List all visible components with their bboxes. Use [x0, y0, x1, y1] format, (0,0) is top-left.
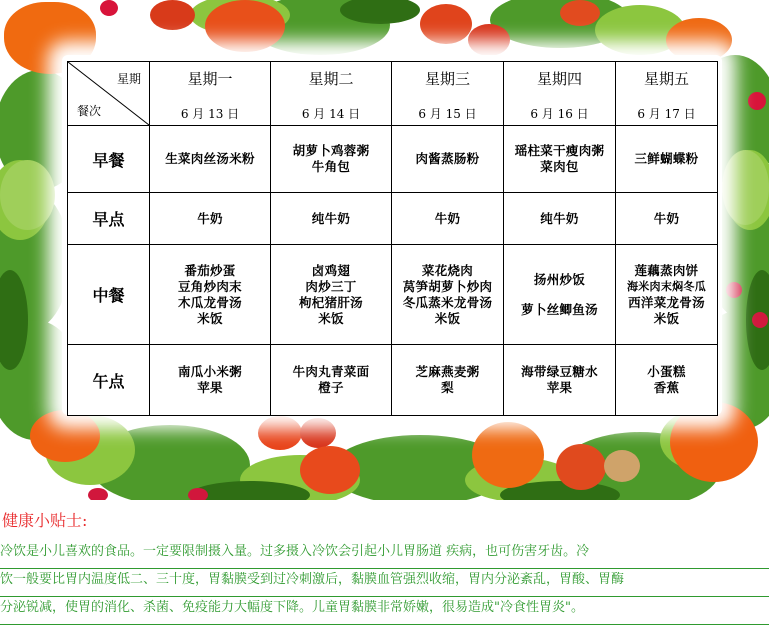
- day-name: 星期四: [536, 69, 582, 88]
- dish-name: 米饭: [653, 310, 680, 326]
- dish-name: 苹果: [546, 380, 573, 395]
- dish-name: 胡萝卜鸡蓉粥: [292, 143, 370, 158]
- meal-row-breakfast: [68, 126, 718, 193]
- menu-header-row: [68, 62, 718, 126]
- dish-name: 冬瓜蒸米龙骨汤: [402, 294, 493, 310]
- meal-row-lunch: [68, 245, 718, 345]
- menu-cell: [150, 126, 271, 193]
- dish-name: 南瓜小米粥: [177, 364, 242, 379]
- day-date: 6 月 14 日: [301, 106, 361, 121]
- menu-cell: [504, 245, 616, 345]
- dish-name: 萝卜丝鲫鱼汤: [521, 301, 598, 317]
- pepper-icon: [472, 422, 544, 488]
- day-name: 星期一: [187, 69, 233, 88]
- menu-cell: [150, 193, 271, 245]
- tomato-icon: [258, 416, 302, 450]
- dish-name: 肉酱蒸肠粉: [415, 151, 480, 166]
- menu-cell: [271, 193, 392, 245]
- onion-icon: [604, 450, 640, 482]
- dish-name: 橙子: [318, 380, 344, 395]
- day-date: 6 月 15 日: [418, 106, 477, 121]
- meal-label: 早点: [68, 193, 150, 245]
- tomato-icon: [300, 446, 360, 494]
- dish-name: 莲藕蒸肉饼: [634, 262, 699, 278]
- day-header: [271, 62, 392, 126]
- dish-name: 瑶柱菜干瘦肉粥: [514, 143, 605, 158]
- dish-name: 芝麻燕麦粥: [415, 364, 480, 379]
- dish-name: 卤鸡翅: [311, 262, 351, 278]
- tomato-icon: [300, 418, 336, 448]
- menu-cell: [392, 193, 504, 245]
- dish-name: 米饭: [434, 310, 461, 326]
- radish-icon: [100, 0, 118, 16]
- meal-label: 中餐: [68, 245, 150, 345]
- dish-name: 三鲜蝴蝶粉: [634, 151, 699, 166]
- dish-name: 枸杞猪肝汤: [298, 294, 363, 310]
- dish-name: 梨: [441, 380, 454, 395]
- meal-row-afternoon-snack: [68, 345, 718, 416]
- pepper-icon: [30, 410, 100, 462]
- tomato-icon: [556, 444, 606, 490]
- day-name: 星期三: [424, 69, 470, 88]
- health-tips-body: [0, 541, 769, 625]
- corner-label-weekday: 星期: [116, 72, 141, 86]
- meal-row-morning-snack: [68, 193, 718, 245]
- menu-cell: [504, 126, 616, 193]
- menu-cell: [616, 345, 718, 416]
- dish-name: 牛肉丸青菜面: [292, 364, 370, 379]
- health-tips-title: 健康小贴士:: [2, 511, 88, 530]
- menu-cell: [150, 245, 271, 345]
- dish-spacer: [504, 288, 615, 302]
- dish-name: 米饭: [197, 310, 223, 326]
- menu-cell: [271, 245, 392, 345]
- dish-name: 海带绿豆糖水: [521, 364, 598, 379]
- dish-name: 牛奶: [434, 210, 461, 226]
- menu-cell: [392, 126, 504, 193]
- day-header: [616, 62, 718, 126]
- radish-icon: [748, 92, 766, 110]
- tips-line: 分泌锐减，使胃的消化、杀菌、免疫能力大幅度下降。儿童胃黏膜非常娇嫩，很易造成"冷食性胃炎"。: [0, 597, 769, 625]
- menu-corner-cell: [68, 62, 150, 126]
- tomato-icon: [468, 24, 510, 56]
- tomato-icon: [560, 0, 600, 26]
- tomato-icon: [150, 0, 195, 30]
- dish-name: 菜肉包: [540, 159, 579, 174]
- menu-cell: [271, 345, 392, 416]
- dish-name: 木瓜龙骨汤: [177, 294, 242, 310]
- radish-icon: [726, 282, 742, 298]
- tips-line: 冷饮是小儿喜欢的食品。一定要限制摄入量。过多摄入冷饮会引起小儿胃肠道 疾病，也可伤害牙齿。冷: [0, 541, 769, 569]
- dish-name: 牛奶: [197, 210, 223, 226]
- menu-cell: [504, 193, 616, 245]
- pepper-icon: [205, 0, 285, 52]
- meal-label: 午点: [68, 345, 150, 416]
- meal-label: 早餐: [68, 126, 150, 193]
- dish-name: 莴笋胡萝卜炒肉: [402, 278, 493, 294]
- corner-label-meal: 餐次: [77, 104, 102, 118]
- day-name: 星期五: [643, 69, 689, 88]
- menu-cell: [150, 345, 271, 416]
- dish-name: 扬州炒饭: [533, 271, 586, 287]
- dish-name: 豆角炒肉末: [177, 278, 242, 294]
- dish-name: 纯牛奶: [311, 210, 351, 226]
- day-header: [150, 62, 271, 126]
- tomato-icon: [420, 4, 472, 44]
- cabbage-icon: [722, 150, 769, 225]
- dish-name: 肉炒三丁: [305, 278, 357, 294]
- day-date: 6 月 17 日: [637, 106, 696, 121]
- menu-cell: [392, 345, 504, 416]
- day-date: 6 月 13 日: [180, 106, 240, 121]
- radish-icon: [88, 488, 108, 500]
- menu-cell: [616, 245, 718, 345]
- dish-name: 生菜肉丝汤米粉: [165, 151, 255, 166]
- tips-line: 饮一般要比胃内温度低二、三十度，胃黏膜受到过冷刺激后，黏膜血管强烈收缩，胃内分泌紊乱，胃酸、胃酶: [0, 569, 769, 597]
- dish-name: 番茄炒蛋: [184, 262, 236, 278]
- dish-name: 香蕉: [653, 380, 680, 395]
- dish-name: 牛奶: [653, 210, 680, 226]
- dish-name: 小蛋糕: [647, 364, 686, 379]
- menu-cell: [616, 193, 718, 245]
- menu-cell: [392, 245, 504, 345]
- cabbage-icon: [0, 160, 55, 230]
- dish-name: 牛角包: [311, 159, 351, 174]
- day-name: 星期二: [308, 69, 354, 88]
- dish-name: 苹果: [197, 380, 223, 395]
- dish-name: 菜花烧肉: [421, 262, 474, 278]
- menu-cell: [504, 345, 616, 416]
- day-header: [392, 62, 504, 126]
- weekly-menu-table: [67, 61, 718, 416]
- dish-name: 米饭: [318, 310, 344, 326]
- radish-icon: [188, 488, 208, 500]
- dish-name: 海米肉末焖冬瓜: [626, 279, 707, 293]
- menu-cell: [271, 126, 392, 193]
- radish-icon: [752, 312, 768, 328]
- dish-name: 西洋菜龙骨汤: [628, 294, 705, 310]
- day-date: 6 月 16 日: [530, 106, 589, 121]
- menu-cell: [616, 126, 718, 193]
- day-header: [504, 62, 616, 126]
- dish-name: 纯牛奶: [540, 210, 579, 226]
